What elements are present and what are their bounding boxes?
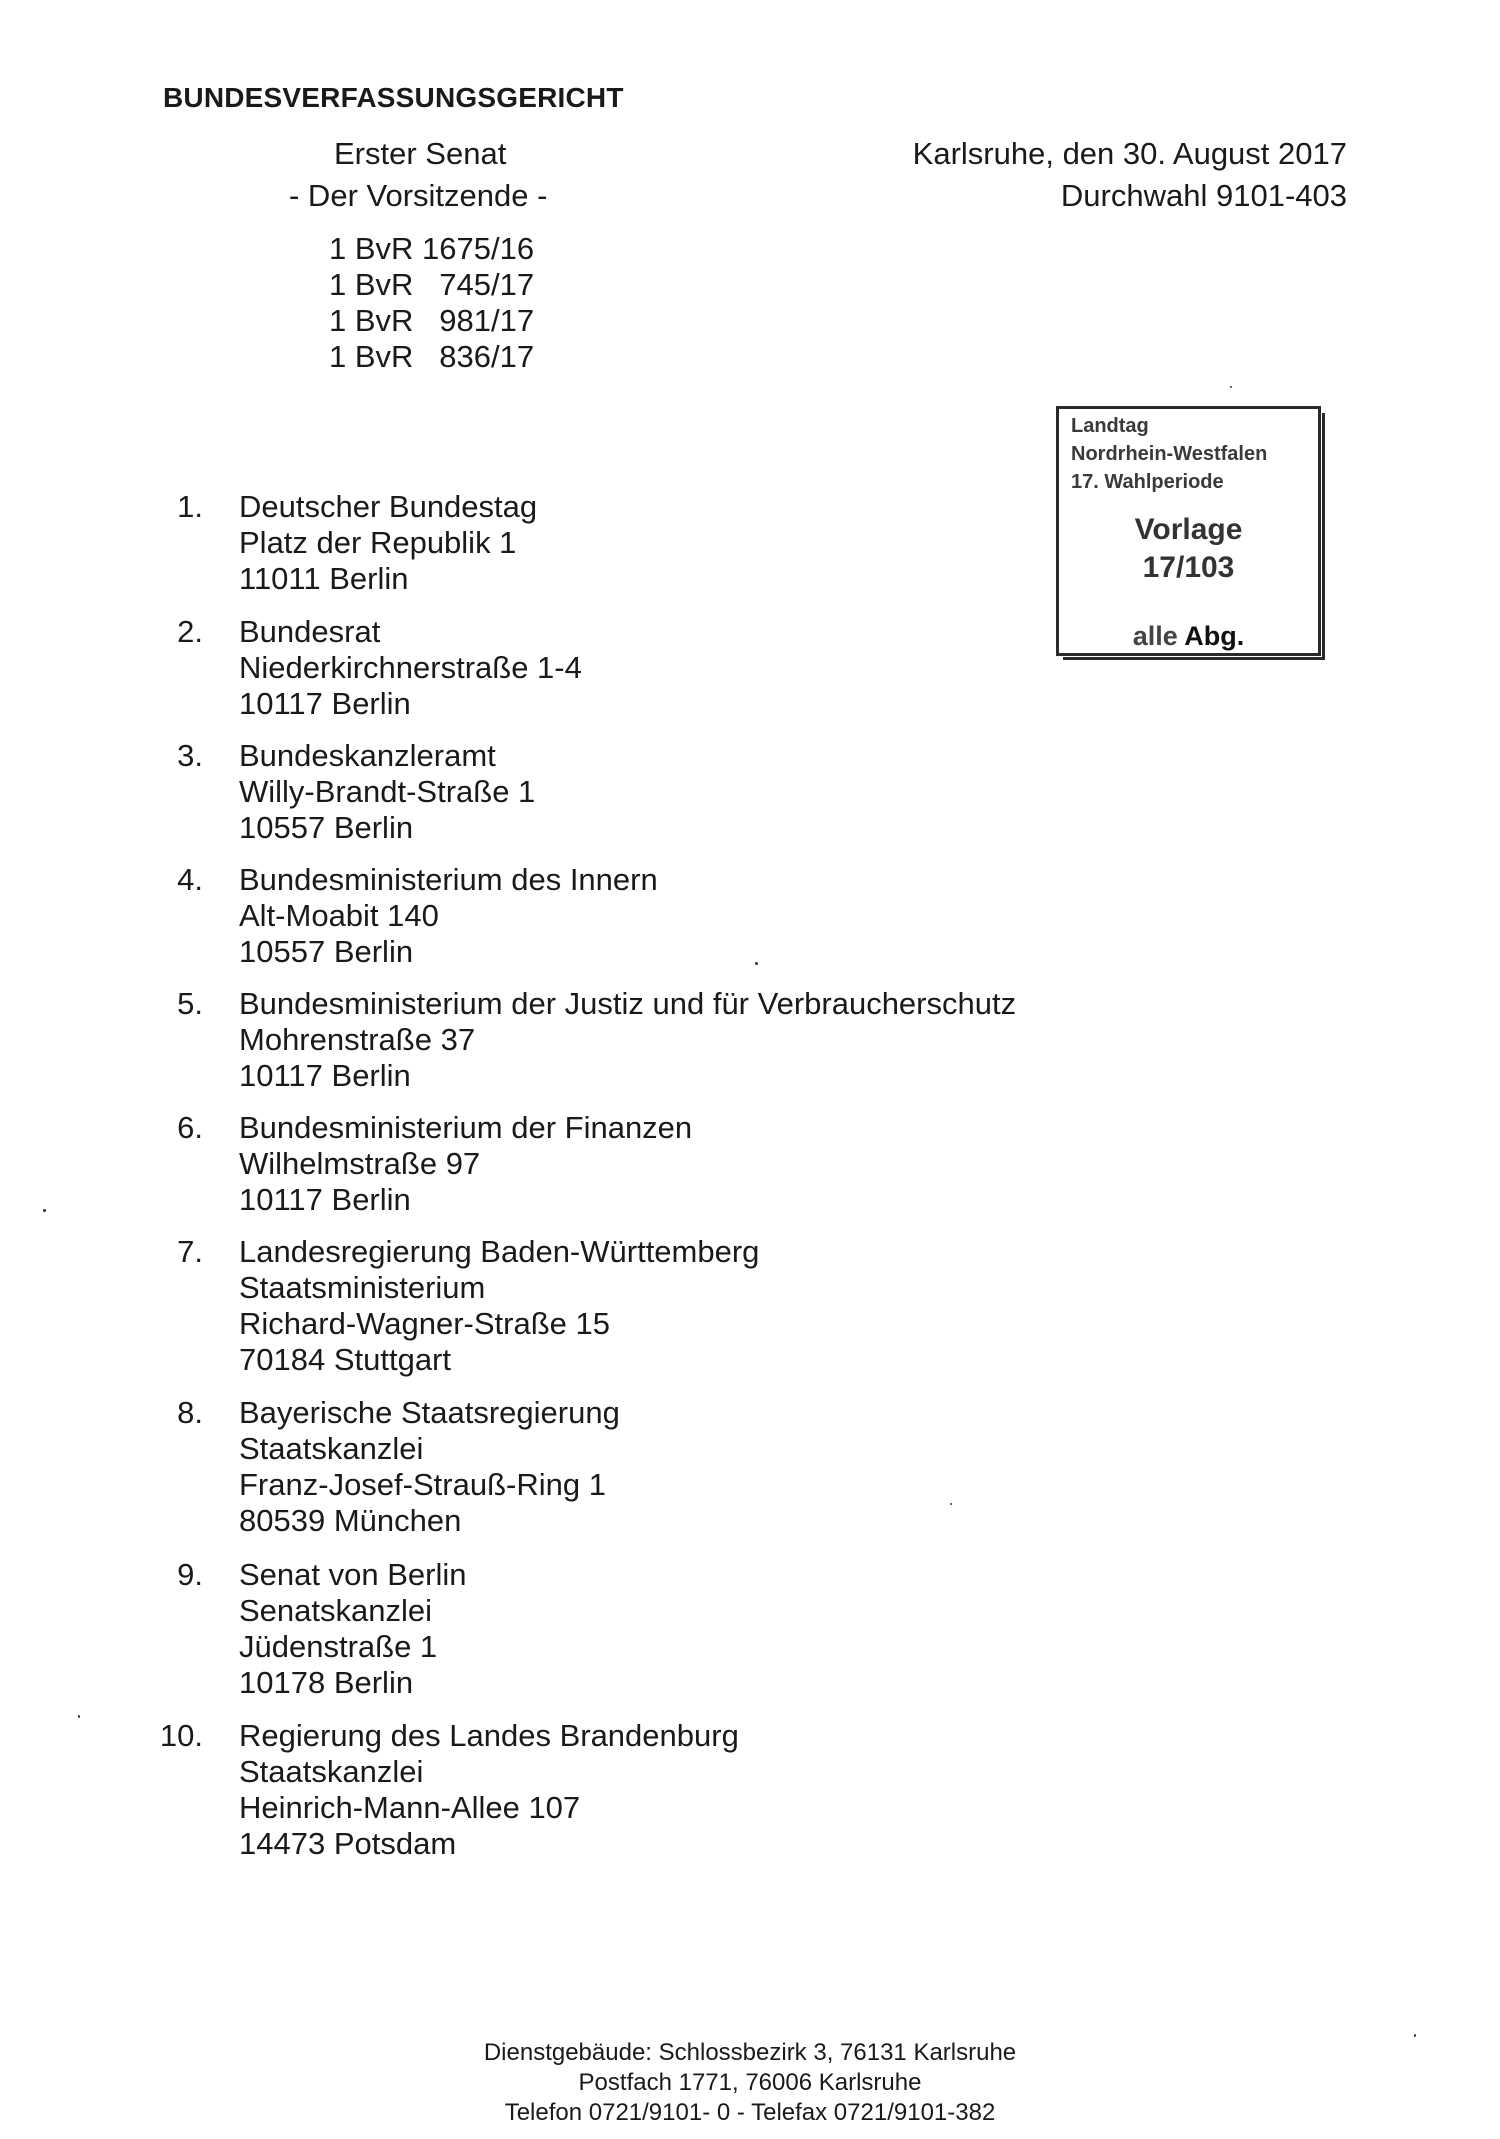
recipient-address <box>239 1234 759 1378</box>
address-line: Deutscher Bundestag <box>239 489 538 524</box>
letter-date: Karlsruhe, den 30. August 2017 <box>912 136 1347 171</box>
recipient-number: 3. <box>177 738 203 773</box>
case-number-list <box>329 231 534 375</box>
address-line: Bayerische Staatsregierung <box>239 1395 620 1430</box>
address-line: Staatskanzlei <box>239 1431 424 1466</box>
recipient-address <box>239 862 658 970</box>
recipient-number: 1. <box>177 489 203 524</box>
letterhead-footer <box>0 2038 1500 2128</box>
address-line: Platz der Republik 1 <box>239 525 517 560</box>
address-line: Regierung des Landes Brandenburg <box>239 1718 739 1753</box>
stamp-period: 17. Wahlperiode <box>1071 471 1224 493</box>
address-line: 80539 München <box>239 1503 462 1538</box>
address-line: Senatskanzlei <box>239 1593 433 1628</box>
recipient-number: 2. <box>177 614 203 649</box>
senate-name: Erster Senat <box>334 136 507 171</box>
address-line: 11011 Berlin <box>239 561 409 596</box>
recipient-number: 6. <box>177 1110 203 1145</box>
address-line: 10117 Berlin <box>239 1058 411 1093</box>
address-line: 10117 Berlin <box>239 686 411 721</box>
scan-speck <box>1414 2034 1416 2037</box>
recipient-number: 7. <box>177 1234 203 1269</box>
case-number: 1 BvR 1675/16 <box>329 231 535 266</box>
recipient-number: 5. <box>177 986 203 1021</box>
recipient-address <box>239 738 535 846</box>
address-line: Franz-Josef-Strauß-Ring 1 <box>239 1467 606 1502</box>
case-number: 1 BvR 836/17 <box>329 339 535 374</box>
court-name: BUNDESVERFASSUNGSGERICHT <box>163 82 624 113</box>
chair-label: - Der Vorsitzende - <box>289 178 548 213</box>
stamp-distribution <box>1059 621 1318 652</box>
address-line: Landesregierung Baden-Württemberg <box>239 1234 760 1269</box>
stamp-vorlage-label: Vorlage <box>1134 513 1243 546</box>
footer-phone-fax: Telefon 0721/9101- 0 - Telefax 0721/9101-382 <box>504 2099 996 2126</box>
stamp-landtag: Landtag <box>1071 415 1149 437</box>
recipient-number: 8. <box>177 1395 203 1430</box>
address-line: Bundesrat <box>239 614 381 649</box>
recipient-address <box>239 489 537 597</box>
address-line: 10557 Berlin <box>239 934 414 969</box>
recipient-number: 10. <box>159 1718 203 1753</box>
address-line: Bundesministerium des Innern <box>239 862 658 897</box>
case-number: 1 BvR 981/17 <box>329 303 535 338</box>
stamp-alle: alle <box>1132 621 1178 651</box>
recipient-address <box>239 1395 620 1539</box>
scan-speck <box>755 962 758 965</box>
scan-speck <box>43 1209 46 1212</box>
address-line: Richard-Wagner-Straße 15 <box>239 1306 610 1341</box>
stamp-state: Nordrhein-Westfalen <box>1071 443 1268 465</box>
scan-speck <box>1230 386 1232 388</box>
stamp-vorlage-number: 17/103 <box>1142 551 1235 584</box>
address-line: 10557 Berlin <box>239 810 414 845</box>
address-line: Heinrich-Mann-Allee 107 <box>239 1790 581 1825</box>
case-number: 1 BvR 745/17 <box>329 267 535 302</box>
recipient-number: 4. <box>177 862 203 897</box>
landtag-receipt-stamp <box>1056 406 1321 656</box>
address-line: Alt-Moabit 140 <box>239 898 439 933</box>
recipient-address <box>239 1557 466 1701</box>
phone-extension: Durchwahl 9101-403 <box>1060 178 1347 213</box>
stamp-abg: Abg. <box>1184 621 1245 651</box>
footer-postbox: Postfach 1771, 76006 Karlsruhe <box>578 2069 922 2096</box>
address-line: Staatsministerium <box>239 1270 486 1305</box>
address-line: Bundesministerium der Justiz und für Verbraucherschutz <box>239 986 1017 1021</box>
address-line: Bundesministerium der Finanzen <box>239 1110 693 1145</box>
address-line: 14473 Potsdam <box>239 1826 457 1861</box>
address-line: Wilhelmstraße 97 <box>239 1146 481 1181</box>
address-line: Jüdenstraße 1 <box>239 1629 438 1664</box>
address-line: Bundeskanzleramt <box>239 738 496 773</box>
recipient-address <box>239 1110 692 1218</box>
address-line: 70184 Stuttgart <box>239 1342 451 1377</box>
address-line: 10178 Berlin <box>239 1665 414 1700</box>
address-line: Niederkirchnerstraße 1-4 <box>239 650 582 685</box>
footer-office-address: Dienstgebäude: Schlossbezirk 3, 76131 Karlsruhe <box>483 2039 1017 2066</box>
recipient-number: 9. <box>177 1557 203 1592</box>
scan-speck <box>950 1503 952 1505</box>
address-line: Staatskanzlei <box>239 1754 424 1789</box>
recipient-address <box>239 1718 739 1862</box>
address-line: Senat von Berlin <box>239 1557 467 1592</box>
recipient-address <box>239 614 582 722</box>
address-line: Mohrenstraße 37 <box>239 1022 476 1057</box>
recipient-address <box>239 986 1016 1094</box>
address-line: Willy-Brandt-Straße 1 <box>239 774 536 809</box>
address-line: 10117 Berlin <box>239 1182 411 1217</box>
scan-speck <box>78 1715 80 1718</box>
